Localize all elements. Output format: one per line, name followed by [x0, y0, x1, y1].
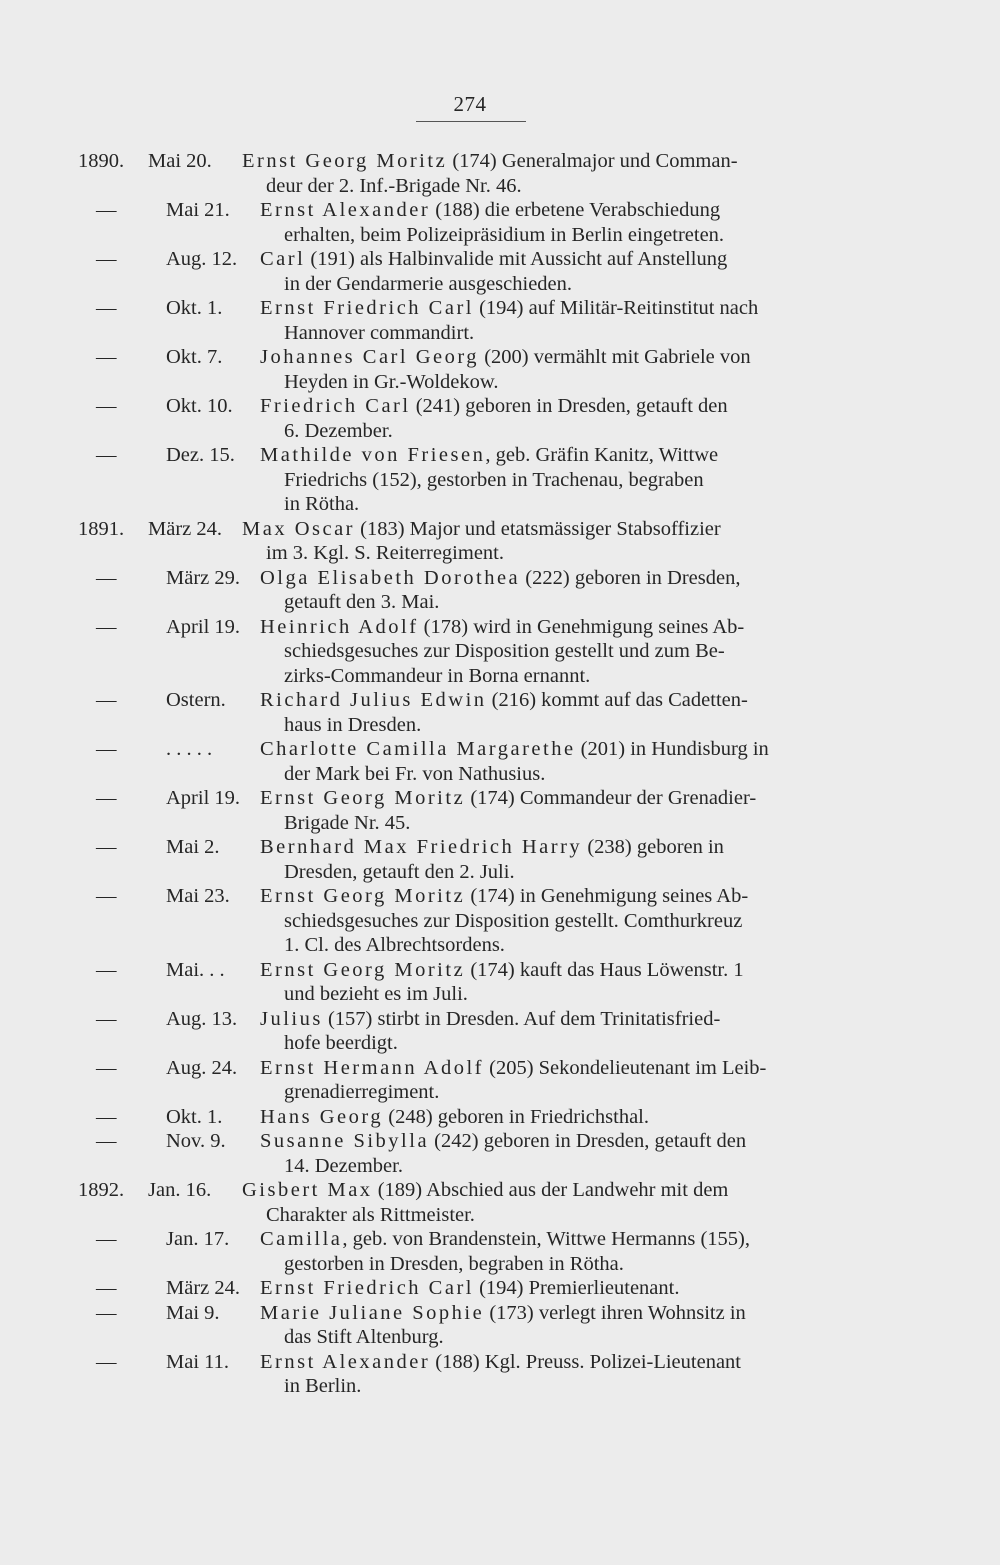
- entry-continuation-line: Brigade Nr. 45.: [284, 811, 411, 834]
- entry-date: Aug. 24.: [166, 1056, 238, 1079]
- chronicle-entry: [78, 737, 878, 786]
- entry-text: [160, 688, 872, 737]
- entry-line: , geb. Gräfin Kanitz, Wittwe: [485, 444, 719, 466]
- chronicle-entry: [78, 1129, 878, 1178]
- entry-continuation-line: getauft den 3. Mai.: [284, 591, 440, 613]
- entry-line: (248) geboren in Friedrichsthal.: [383, 1105, 649, 1128]
- entry-text: [160, 1105, 872, 1130]
- entry-date: Mai 2.: [166, 836, 220, 858]
- entry-continuation-line: haus in Dresden.: [284, 713, 422, 736]
- person-name: Ernst Alexander: [260, 199, 431, 221]
- entry-text: [160, 345, 872, 394]
- entry-text: [160, 566, 872, 615]
- entry-text: [142, 149, 854, 198]
- chronicle-entry: [78, 296, 878, 345]
- entry-date: März 24.: [148, 517, 223, 540]
- chronicle-entry: [78, 615, 878, 689]
- entry-continuation-line: grenadierregiment.: [284, 1081, 440, 1103]
- chronicle-entry: [78, 835, 878, 884]
- entry-year: —: [96, 1350, 117, 1373]
- entry-continuation-line: 6. Dezember.: [284, 419, 393, 442]
- entry-line: (242) geboren in Dresden, getauft den: [429, 1130, 747, 1152]
- person-name: Susanne Sibylla: [260, 1130, 430, 1152]
- person-name: Max Oscar: [242, 517, 356, 540]
- entry-text: [160, 198, 872, 247]
- entry-year: —: [96, 1056, 117, 1079]
- person-name: Charlotte Camilla Margarethe: [260, 738, 576, 760]
- person-name: Gisbert Max: [242, 1179, 373, 1201]
- person-name: Mathilde von Friesen: [260, 444, 486, 466]
- chronicle-entry: [78, 566, 878, 615]
- entry-year: —: [96, 1105, 117, 1128]
- entry-year: 1890.: [78, 150, 125, 172]
- entry-date: Aug. 13.: [166, 1007, 238, 1030]
- entry-date: April 19.: [166, 615, 241, 638]
- entry-continuation-line: der Mark bei Fr. von Nathusius.: [284, 762, 546, 785]
- chronicle-entry: [78, 1227, 878, 1276]
- entry-year: —: [96, 1130, 117, 1152]
- person-name: Bernhard Max Friedrich Harry: [260, 836, 583, 858]
- chronicle-entry: [78, 345, 878, 394]
- entry-continuation-line: zirks-Commandeur in Borna ernannt.: [284, 664, 591, 687]
- person-name: Ernst Alexander: [260, 1350, 431, 1373]
- chronicle-entry: [78, 884, 878, 958]
- entry-date: Mai 9.: [166, 1301, 220, 1324]
- chronicle-entry: [78, 958, 878, 1007]
- entry-date: März 29.: [166, 566, 241, 589]
- entry-line: (188) die erbetene Verabschiedung: [430, 199, 721, 221]
- chronicle-entry: [78, 149, 878, 198]
- entry-year: —: [96, 1277, 117, 1299]
- chronicle-entry: [78, 517, 878, 566]
- entry-continuation-line: Heyden in Gr.-Woldekow.: [284, 370, 499, 393]
- entry-year: 1892.: [78, 1179, 125, 1201]
- entry-line: (222) geboren in Dresden,: [520, 566, 741, 589]
- entry-date: Aug. 12.: [166, 248, 238, 270]
- entry-year: —: [96, 444, 117, 466]
- entry-line: (174) kauft das Haus Löwenstr. 1: [465, 958, 744, 981]
- entry-year: —: [96, 346, 117, 368]
- entry-year: —: [96, 787, 117, 809]
- entry-year: —: [96, 248, 117, 270]
- chronicle-entry: [78, 1276, 878, 1301]
- chronicle-entry: [78, 443, 878, 517]
- entry-year: —: [96, 836, 117, 858]
- entry-line: (216) kommt auf das Cadetten-: [486, 689, 748, 711]
- entry-date: Jan. 17.: [166, 1228, 230, 1250]
- entry-continuation-line: hofe beerdigt.: [284, 1032, 398, 1054]
- chronicle-entry: [78, 688, 878, 737]
- entry-year: —: [96, 1301, 117, 1324]
- entry-text: [160, 958, 872, 1007]
- entry-text: [142, 1178, 854, 1227]
- entry-year: —: [96, 738, 117, 760]
- person-name: Friedrich Carl: [260, 395, 411, 417]
- entry-text: [160, 296, 872, 345]
- person-name: Carl: [260, 248, 306, 270]
- entry-date: Ostern.: [166, 689, 226, 711]
- chronicle-entry: [78, 1301, 878, 1350]
- entry-continuation-line: Charakter als Rittmeister.: [266, 1203, 475, 1226]
- entry-text: [160, 1227, 872, 1276]
- chronicle-entry: [78, 198, 878, 247]
- entry-line: (241) geboren in Dresden, getauft den: [410, 395, 728, 417]
- entry-text: [160, 884, 872, 958]
- entry-line: (174) Commandeur der Grenadier-: [465, 787, 757, 809]
- entry-year: —: [96, 199, 117, 221]
- person-name: Ernst Georg Moritz: [260, 787, 466, 809]
- chronicle-entry: [78, 247, 878, 296]
- entry-year: —: [96, 1228, 117, 1250]
- entry-year: —: [96, 1007, 117, 1030]
- person-name: Heinrich Adolf: [260, 615, 419, 638]
- entry-date: . . . . .: [166, 738, 213, 760]
- entry-year: —: [96, 885, 117, 907]
- entry-text: [160, 615, 872, 689]
- entry-date: Mai 11.: [166, 1350, 230, 1373]
- entry-text: [160, 443, 872, 517]
- entry-text: [160, 786, 872, 835]
- entry-date: Okt. 1.: [166, 297, 223, 319]
- entry-date: Jan. 16.: [148, 1179, 212, 1201]
- entry-year: —: [96, 689, 117, 711]
- entry-text: [160, 1350, 872, 1399]
- person-name: Ernst Hermann Adolf: [260, 1056, 484, 1079]
- entry-date: Mai 20.: [148, 150, 212, 172]
- person-name: Ernst Friedrich Carl: [260, 297, 474, 319]
- header-rule: [416, 121, 526, 122]
- chronicle-entry: [78, 1007, 878, 1056]
- entry-continuation-line: Dresden, getauft den 2. Juli.: [284, 860, 515, 883]
- entry-text: [160, 1129, 872, 1178]
- entry-line: (189) Abschied aus der Landwehr mit dem: [372, 1179, 729, 1201]
- entry-line: (178) wird in Genehmigung seines Ab-: [418, 615, 745, 638]
- chronicle-entry: [78, 1056, 878, 1105]
- entry-continuation-line: 14. Dezember.: [284, 1154, 403, 1177]
- chronicle-entry: [78, 1105, 878, 1130]
- entry-continuation-line: erhalten, beim Polizeipräsidium in Berlin eingetreten.: [284, 223, 725, 246]
- person-name: Julius: [260, 1007, 323, 1030]
- entry-year: —: [96, 958, 117, 981]
- entry-line: (201) in Hundisburg in: [575, 738, 769, 760]
- entry-date: Nov. 9.: [166, 1130, 226, 1152]
- entry-line: (157) stirbt in Dresden. Auf dem Trinitatisfried-: [322, 1007, 721, 1030]
- entry-line: (183) Major und etatsmässiger Stabsoffizier: [355, 517, 721, 540]
- entry-year: —: [96, 297, 117, 319]
- person-name: Richard Julius Edwin: [260, 689, 487, 711]
- entry-text: [160, 1301, 872, 1350]
- entry-text: [160, 1276, 872, 1301]
- entry-text: [160, 1056, 872, 1105]
- entry-line: (200) vermählt mit Gabriele von: [479, 346, 751, 368]
- entry-continuation-line: 1. Cl. des Albrechtsordens.: [284, 934, 505, 956]
- person-name: Olga Elisabeth Dorothea: [260, 566, 521, 589]
- entry-date: März 24.: [166, 1277, 241, 1299]
- entry-line: , geb. von Brandenstein, Wittwe Hermanns (155),: [342, 1228, 750, 1250]
- entry-year: —: [96, 395, 117, 417]
- entry-year: —: [96, 566, 117, 589]
- entry-line: (188) Kgl. Preuss. Polizei-Lieutenant: [430, 1350, 741, 1373]
- entry-line: (194) auf Militär-Reitinstitut nach: [473, 297, 759, 319]
- person-name: Ernst Georg Moritz: [260, 958, 466, 981]
- entry-continuation-line: schiedsgesuches zur Disposition gestellt und zum Be-: [284, 640, 725, 662]
- person-name: Johannes Carl Georg: [260, 346, 480, 368]
- chronicle-entry: [78, 1350, 878, 1399]
- entry-continuation-line: deur der 2. Inf.-Brigade Nr. 46.: [266, 174, 522, 197]
- entry-text: [142, 517, 854, 566]
- entry-continuation-line: in der Gendarmerie ausgeschieden.: [284, 272, 573, 295]
- page-number: 274: [453, 92, 487, 116]
- chronicle-entry: [78, 1178, 878, 1227]
- entry-date: Dez. 15.: [166, 444, 235, 466]
- entry-date: Mai 21.: [166, 199, 230, 221]
- entry-continuation-line: im 3. Kgl. S. Reiterregiment.: [266, 542, 504, 564]
- entry-date: Okt. 10.: [166, 395, 233, 417]
- entry-continuation-line: Hannover commandirt.: [284, 321, 475, 344]
- entry-text: [160, 247, 872, 296]
- entry-year: —: [96, 615, 117, 638]
- entry-continuation-line: in Berlin.: [284, 1375, 362, 1397]
- entry-line: (174) in Genehmigung seines Ab-: [465, 885, 749, 907]
- entry-date: April 19.: [166, 787, 241, 809]
- entry-date: Okt. 1.: [166, 1105, 223, 1128]
- entry-continuation-line: gestorben in Dresden, begraben in Rötha.: [284, 1252, 624, 1275]
- person-name: Hans Georg: [260, 1105, 384, 1128]
- person-name: Ernst Georg Moritz: [242, 150, 448, 172]
- entry-line: (238) geboren in: [582, 836, 724, 858]
- person-name: Camilla: [260, 1228, 343, 1250]
- entry-line: (191) als Halbinvalide mit Aussicht auf Anstellung: [305, 248, 728, 270]
- entry-line: (174) Generalmajor und Comman-: [447, 150, 738, 172]
- entry-line: (194) Premierlieutenant.: [473, 1277, 680, 1299]
- entry-continuation-line: in Rötha.: [284, 493, 360, 515]
- entry-text: [160, 394, 872, 443]
- chronicle-entry: [78, 786, 878, 835]
- entry-line: (173) verlegt ihren Wohnsitz in: [484, 1301, 746, 1324]
- chronicle-entries: [78, 149, 878, 1399]
- person-name: Marie Juliane Sophie: [260, 1301, 485, 1324]
- entry-year: 1891.: [78, 517, 125, 540]
- person-name: Ernst Georg Moritz: [260, 885, 466, 907]
- entry-continuation-line: und bezieht es im Juli.: [284, 983, 468, 1005]
- entry-text: [160, 835, 872, 884]
- person-name: Ernst Friedrich Carl: [260, 1277, 474, 1299]
- entry-date: Mai. . .: [166, 958, 225, 981]
- entry-text: [160, 1007, 872, 1056]
- entry-continuation-line: das Stift Altenburg.: [284, 1326, 444, 1348]
- chronicle-entry: [78, 394, 878, 443]
- entry-continuation-line: Friedrichs (152), gestorben in Trachenau, begraben: [284, 468, 704, 491]
- entry-text: [160, 737, 872, 786]
- entry-continuation-line: schiedsgesuches zur Disposition gestellt. Comthurkreuz: [284, 909, 743, 932]
- entry-date: Mai 23.: [166, 885, 230, 907]
- entry-line: (205) Sekondelieutenant im Leib-: [484, 1056, 767, 1079]
- entry-date: Okt. 7.: [166, 346, 223, 368]
